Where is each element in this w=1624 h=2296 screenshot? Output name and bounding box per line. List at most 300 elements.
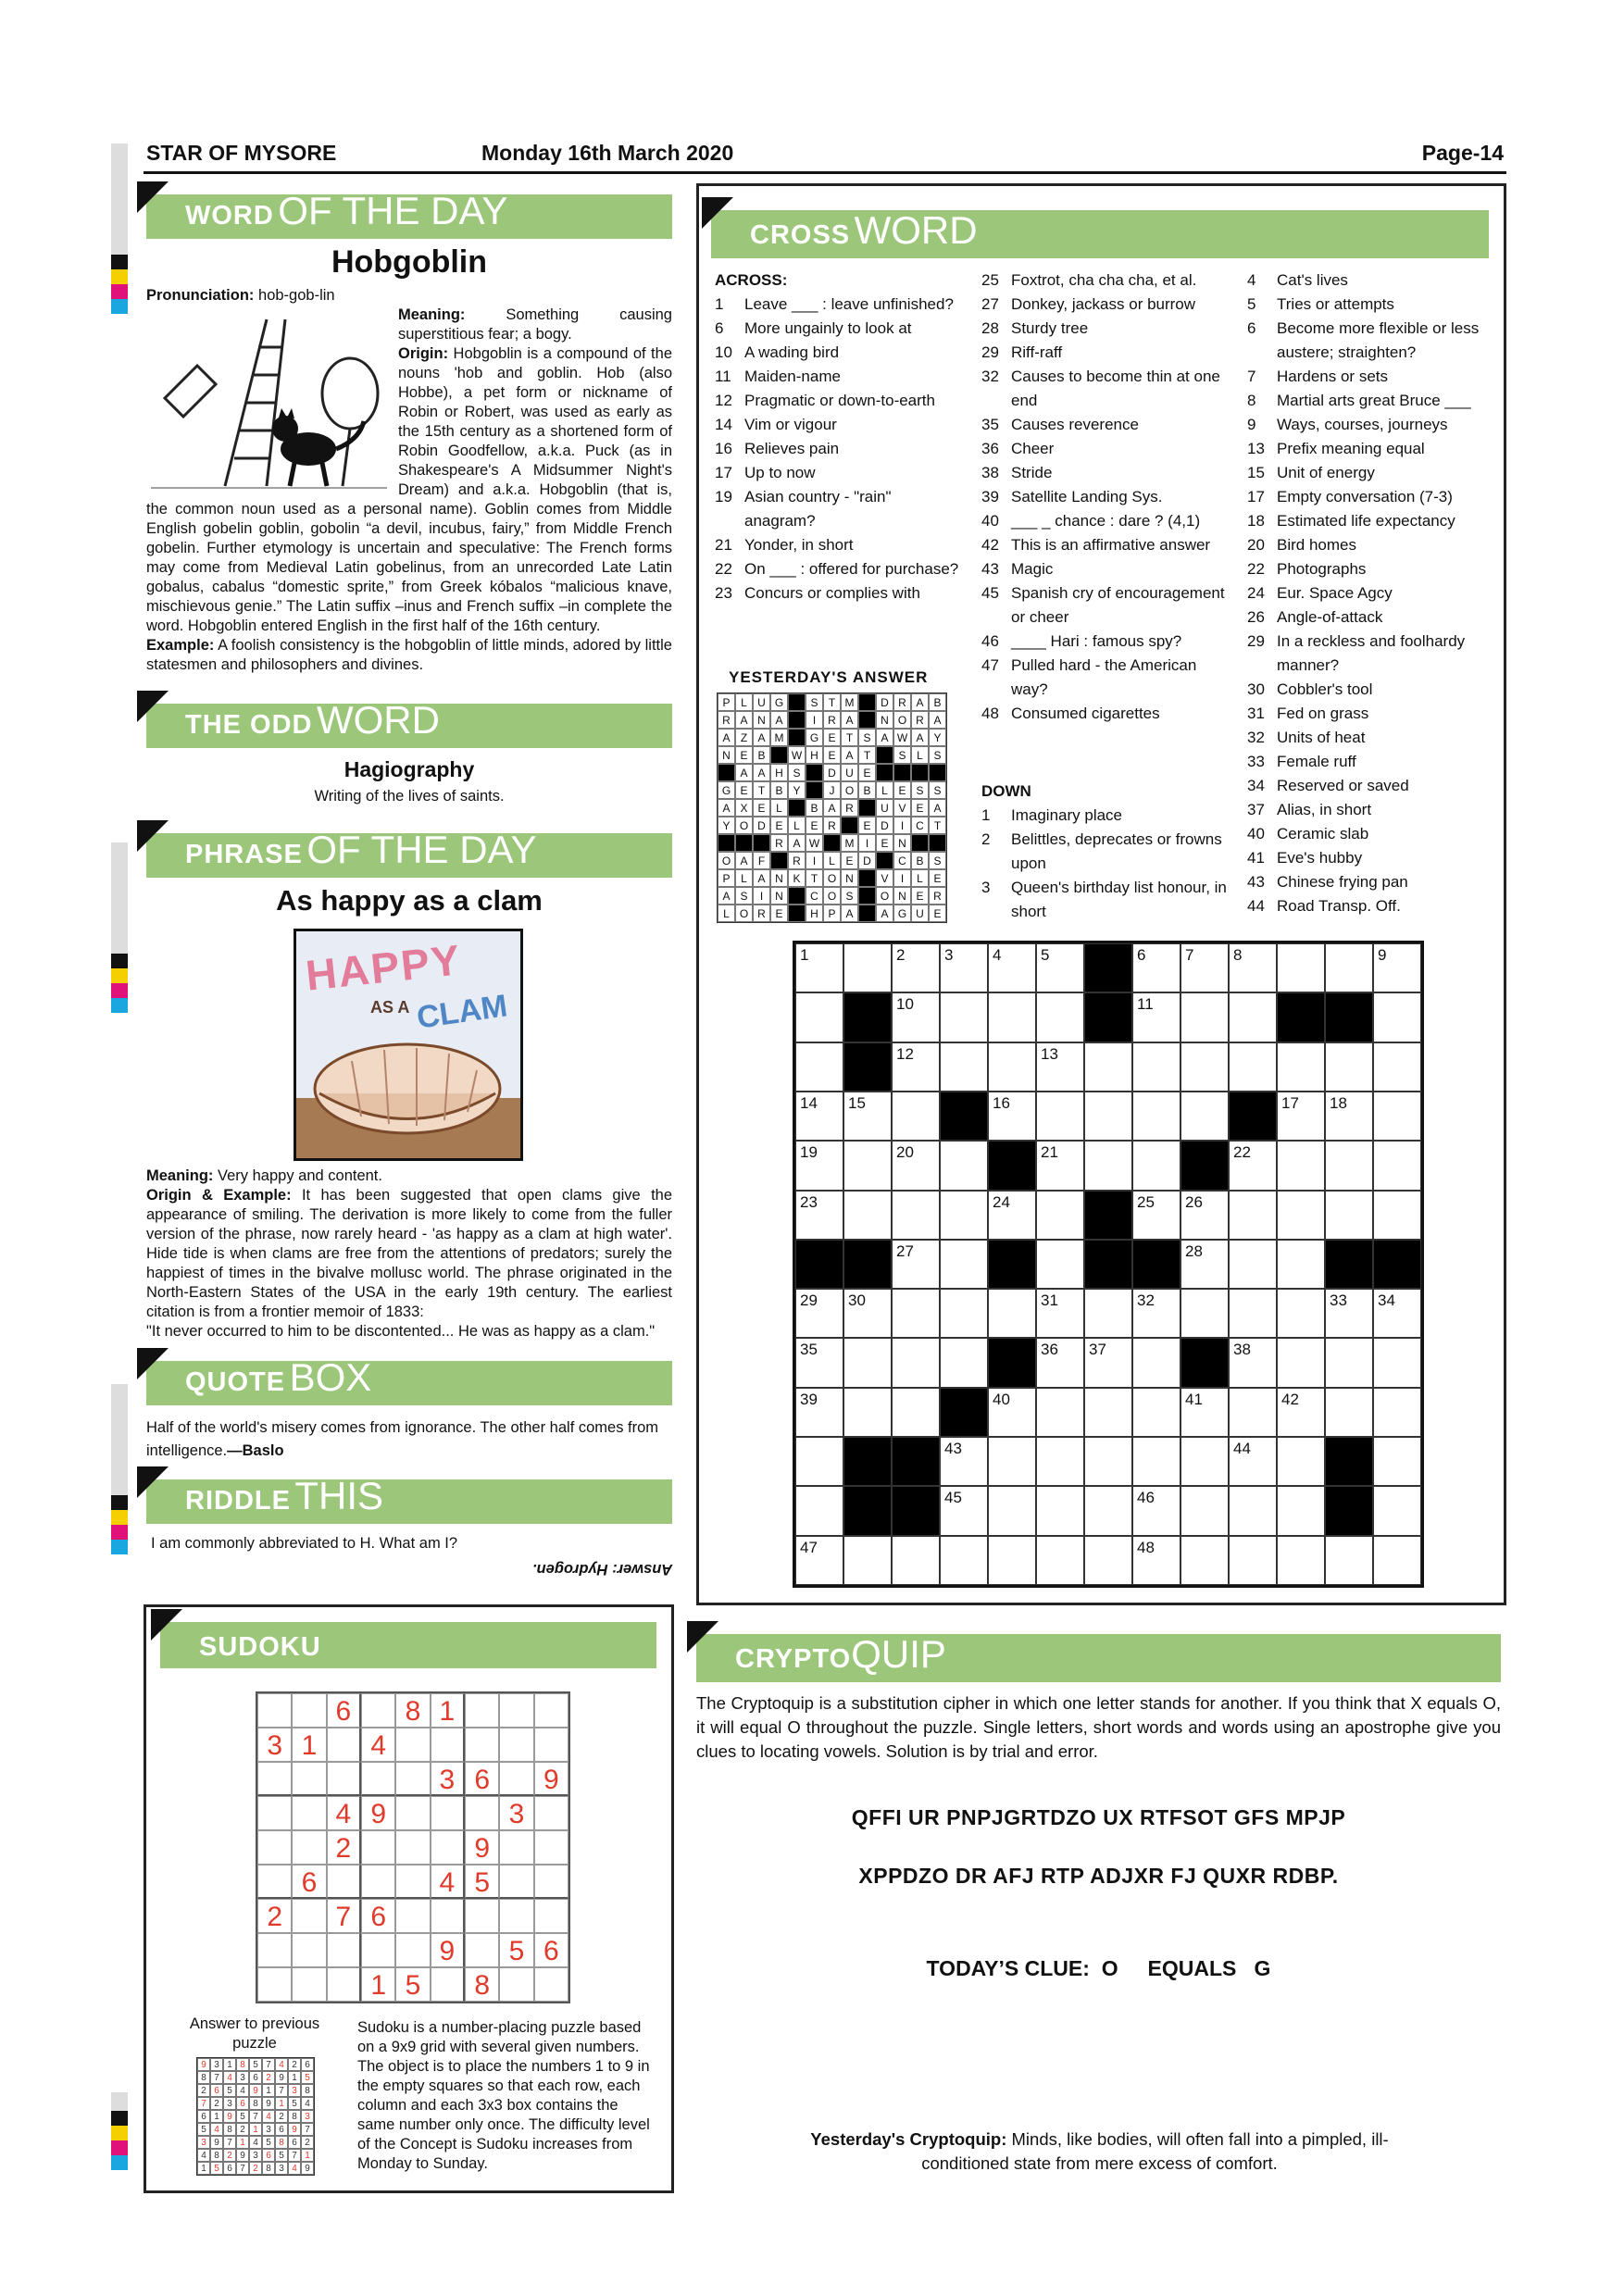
crossword-cell[interactable] [1373,1191,1421,1240]
band-title-light: OF THE DAY [278,189,508,232]
clue-text: Consumed cigarettes [1011,705,1160,722]
clue-text: Units of heat [1277,729,1366,746]
crossword-cell[interactable] [892,1092,940,1141]
clue-text: Ways, courses, journeys [1277,416,1448,433]
clam-text-clam: CLAM [414,988,510,1036]
sudoku-cell[interactable] [431,1796,465,1830]
crossword-cell[interactable] [1036,943,1084,992]
crossword-cell[interactable] [892,1536,940,1585]
crossword-cell[interactable] [795,1338,843,1387]
clue-number: 48 [981,705,999,722]
crossword-cell[interactable] [1229,1536,1277,1585]
down-clues-column-2 [981,780,1231,924]
sudoku-cell[interactable] [534,1728,568,1762]
answer-cell: A [735,764,753,781]
crossword-cell[interactable] [795,943,843,992]
crossword-cell[interactable] [892,1388,940,1437]
crossword-cell[interactable] [1373,943,1421,992]
crossword-cell[interactable] [892,1141,940,1190]
sudoku-cell: 1 [361,1967,395,2002]
sudoku-answer-cell: 3 [288,2084,301,2097]
crossword-cell[interactable] [940,1240,988,1289]
clue-item [1247,437,1488,461]
sudoku-cell[interactable] [534,1967,568,2002]
phrase-band [146,828,672,878]
cell-number: 28 [1185,1242,1203,1260]
crossword-cell[interactable] [1036,1141,1084,1190]
crossword-cell[interactable] [1277,1338,1325,1387]
crossword-cell[interactable] [988,1289,1036,1338]
crossword-cell[interactable] [1132,1437,1181,1486]
crossword-cell[interactable] [1132,1092,1181,1141]
clue-text: Alias, in short [1277,801,1372,818]
crossword-cell[interactable] [1084,1289,1132,1338]
sudoku-cell[interactable] [499,1728,533,1762]
answer-cell: A [841,711,858,729]
crossword-cell[interactable] [843,1191,892,1240]
answer-cell: S [735,887,753,905]
crossword-cell[interactable] [1373,1437,1421,1486]
sudoku-cell[interactable] [395,1762,430,1796]
sudoku-cell[interactable] [499,1762,533,1796]
crossword-cell[interactable] [1325,1289,1373,1338]
sudoku-answer-cell: 2 [223,2149,236,2162]
answer-cell: D [876,693,893,711]
crossword-cell[interactable] [1132,1388,1181,1437]
answer-cell: X [735,799,753,817]
crossword-cell[interactable] [892,943,940,992]
sudoku-cell[interactable] [257,1933,292,1967]
crossword-cell[interactable] [1132,1536,1181,1585]
clue-text: Martial arts great Bruce ___ [1277,392,1471,409]
crossword-cell[interactable] [1373,1536,1421,1585]
crossword-cell[interactable] [988,1388,1036,1437]
crossword-cell[interactable] [988,943,1036,992]
crossword-cell[interactable] [1181,1191,1229,1240]
clue-item [981,365,1231,413]
crossword-cell[interactable] [1036,1289,1084,1338]
crossword-cell[interactable] [795,1042,843,1092]
crossword-cell[interactable] [795,1289,843,1338]
crossword-cell[interactable] [940,1486,988,1535]
sudoku-cell[interactable] [499,1899,533,1933]
crossword-cell[interactable] [1084,1042,1132,1092]
clue-item [981,581,1231,630]
sudoku-cell[interactable] [534,1830,568,1865]
sudoku-answer-cell: 5 [275,2149,288,2162]
sudoku-cell[interactable] [327,1967,361,2002]
crossword-cell[interactable] [1325,1191,1373,1240]
crossword-cell[interactable] [1325,943,1373,992]
crossword-cell[interactable] [1181,1289,1229,1338]
sudoku-cell[interactable] [534,1865,568,1899]
crossword-cell[interactable] [843,943,892,992]
crossword-cell[interactable] [988,1042,1036,1092]
clue-number: 24 [1247,584,1265,602]
crossword-cell[interactable] [1181,1388,1229,1437]
crossword-cell[interactable] [1277,1437,1325,1486]
sudoku-answer-cell: 5 [210,2162,223,2175]
crossword-cell[interactable] [1036,1042,1084,1092]
cell-number: 29 [800,1292,818,1310]
crossword-cell[interactable] [1229,1141,1277,1190]
sudoku-cell[interactable] [431,1830,465,1865]
sudoku-cell[interactable] [465,1933,499,1967]
sudoku-cell[interactable] [361,1830,395,1865]
crossword-cell[interactable] [1229,1042,1277,1092]
crossword-cell[interactable] [1132,943,1181,992]
crossword-cell[interactable] [1132,992,1181,1042]
crossword-cell[interactable] [988,1191,1036,1240]
sudoku-cell[interactable] [431,1899,465,1933]
crossword-cell[interactable] [1277,1388,1325,1437]
word-of-day-band [146,189,672,239]
clue-number: 1 [981,806,991,824]
origin-text: It has been suggested that open clams give the appearance of smiling. The derivation is more likely to come from the fuller version of the phrase, now rarely heard - 'as happy as a clam at high water'. Hide tide is when clams are free from the attentions of predators; surely the happiest of times in the bivalve mollusc world. The phrase originated in the North-Eastern States of the USA in the early 19th century. The earliest citation is from a frontier memoir of 1833: [146,1187,672,1320]
crossword-cell[interactable] [1373,1092,1421,1141]
sudoku-cell[interactable] [292,1796,326,1830]
crossword-cell[interactable] [1181,992,1229,1042]
sudoku-cell[interactable] [395,1728,430,1762]
crossword-cell[interactable] [1277,943,1325,992]
crossword-cell[interactable] [940,943,988,992]
crossword-cell[interactable] [1036,1191,1084,1240]
crossword-cell[interactable] [892,992,940,1042]
sudoku-cell[interactable] [327,1933,361,1967]
clue-item [1247,750,1488,774]
sudoku-answer-cell: 4 [223,2071,236,2084]
crossword-cell[interactable] [940,1141,988,1190]
sudoku-cell[interactable] [257,1830,292,1865]
crossword-cell[interactable] [988,1437,1036,1486]
sudoku-cell[interactable] [361,1762,395,1796]
answer-cell: Y [788,781,806,799]
crossword-cell[interactable] [940,1289,988,1338]
clue-item [1247,485,1488,509]
crossword-cell[interactable] [1229,1486,1277,1535]
crossword-cell[interactable] [1132,1042,1181,1092]
crossword-cell[interactable] [843,1536,892,1585]
sudoku-cell[interactable] [327,1762,361,1796]
crossword-cell[interactable] [1277,1141,1325,1190]
sudoku-cell[interactable] [534,1693,568,1728]
answer-cell: A [718,729,735,746]
crossword-cell[interactable] [1036,1338,1084,1387]
answer-cell: E [735,781,753,799]
crossword-cell[interactable] [1325,1338,1373,1387]
sudoku-cell[interactable] [292,1693,326,1728]
crossword-cell[interactable] [1181,1437,1229,1486]
issue-date: Monday 16th March 2020 [481,141,734,165]
crossword-cell[interactable] [940,1042,988,1092]
crossword-cell[interactable] [892,1338,940,1387]
crossword-cell[interactable] [1373,1388,1421,1437]
band-title-bold: QUOTE [185,1367,286,1397]
clue-number: 23 [715,584,732,602]
sudoku-cell: 6 [465,1762,499,1796]
sudoku-cell[interactable] [431,1967,465,2002]
sudoku-cell[interactable] [292,1830,326,1865]
crossword-cell[interactable] [1277,1191,1325,1240]
crossword-cell[interactable] [892,1042,940,1092]
answer-cell: E [770,905,788,922]
crossword-cell[interactable] [795,1536,843,1585]
crossword-cell[interactable] [940,1437,988,1486]
clue-number: 10 [715,343,732,361]
crossword-cell[interactable] [1132,1486,1181,1535]
crossword-cell[interactable] [1181,1092,1229,1141]
crossword-black-cell [1325,1486,1373,1535]
sudoku-cell[interactable] [431,1728,465,1762]
sudoku-answer-cell: 1 [223,2058,236,2071]
crossword-cell[interactable] [1373,1289,1421,1338]
crossword-cell[interactable] [843,1338,892,1387]
crossword-cell[interactable] [1084,1141,1132,1190]
clue-item [1247,533,1488,557]
crossword-cell[interactable] [1277,1092,1325,1141]
crossword-cell[interactable] [1036,1388,1084,1437]
clue-text: Causes to become thin at one end [1011,368,1220,409]
answer-cell: F [753,852,770,869]
sudoku-cell: 5 [395,1967,430,2002]
answer-cell: S [841,887,858,905]
clue-number: 27 [981,295,999,313]
odd-word-definition: Writing of the lives of saints. [314,788,505,805]
crop-mark-top [111,144,128,347]
crossword-cell[interactable] [843,1141,892,1190]
crossword-cell[interactable] [1373,1141,1421,1190]
sudoku-cell[interactable] [361,1693,395,1728]
sudoku-cell[interactable] [292,1933,326,1967]
crossword-cell[interactable] [1277,1042,1325,1092]
sudoku-cell[interactable] [292,1762,326,1796]
sudoku-cell[interactable] [361,1933,395,1967]
crossword-cell[interactable] [988,1536,1036,1585]
band-corner [137,1348,169,1379]
sudoku-cell[interactable] [534,1899,568,1933]
band-title-light: BOX [289,1355,372,1399]
sudoku-answer-cell: 6 [288,2136,301,2149]
crossword-cell[interactable] [1084,1338,1132,1387]
crossword-cell[interactable] [1325,1042,1373,1092]
crossword-cell[interactable] [795,1388,843,1437]
crossword-cell[interactable] [1325,1388,1373,1437]
sudoku-cell[interactable] [292,1899,326,1933]
crossword-cell[interactable] [1036,1092,1084,1141]
sudoku-cell[interactable] [395,1796,430,1830]
crossword-cell[interactable] [988,992,1036,1042]
crossword-cell[interactable] [1229,1289,1277,1338]
clue-item [981,533,1231,557]
crossword-cell[interactable] [795,1191,843,1240]
answer-cell: E [876,834,893,852]
sudoku-answer-cell: 4 [262,2110,275,2123]
answer-cell: W [788,746,806,764]
sudoku-cell[interactable] [257,1693,292,1728]
crossword-cell[interactable] [843,1092,892,1141]
cell-number: 19 [800,1143,818,1162]
sudoku-answer-cell: 9 [301,2162,314,2175]
answer-black-cell [858,799,876,817]
clue-number: 19 [715,488,732,505]
crossword-cell[interactable] [1229,1338,1277,1387]
answer-cell: A [753,764,770,781]
clue-text: Bird homes [1277,536,1356,554]
band-title-light: WORD [854,208,978,252]
crossword-cell[interactable] [1084,1536,1132,1585]
crossword-cell[interactable] [1325,1092,1373,1141]
crossword-cell[interactable] [1325,1536,1373,1585]
sudoku-cell[interactable] [395,1830,430,1865]
crossword-cell[interactable] [1229,1437,1277,1486]
clue-number: 30 [1247,680,1265,698]
crossword-cell[interactable] [1277,1289,1325,1338]
sudoku-cell[interactable] [361,1865,395,1899]
crossword-cell[interactable] [988,1092,1036,1141]
crossword-cell[interactable] [1181,1536,1229,1585]
crossword-cell[interactable] [940,1191,988,1240]
crossword-cell[interactable] [1084,1437,1132,1486]
sudoku-cell[interactable] [534,1796,568,1830]
sudoku-cell[interactable] [327,1728,361,1762]
crossword-cell[interactable] [1036,1486,1084,1535]
crossword-cell[interactable] [1084,1092,1132,1141]
crossword-cell[interactable] [1325,1141,1373,1190]
crossword-cell[interactable] [988,1486,1036,1535]
sudoku-answer-cell: 7 [210,2071,223,2084]
cell-number: 21 [1041,1143,1058,1162]
crossword-cell[interactable] [1181,1486,1229,1535]
crossword-cell[interactable] [1277,1240,1325,1289]
sudoku-answer-cell: 8 [275,2136,288,2149]
crossword-cell[interactable] [940,992,988,1042]
crossword-cell[interactable] [940,1536,988,1585]
sudoku-cell[interactable] [257,1865,292,1899]
sudoku-answer-cell: 6 [275,2123,288,2136]
clue-item [1247,461,1488,485]
crossword-cell[interactable] [795,1092,843,1141]
crossword-cell[interactable] [1229,992,1277,1042]
crossword-cell[interactable] [1132,1338,1181,1387]
sudoku-cell[interactable] [292,1967,326,2002]
crossword-cell[interactable] [1036,992,1084,1042]
answer-black-cell [841,817,858,834]
clue-text: Maiden-name [744,368,841,385]
crossword-cell[interactable] [1132,1141,1181,1190]
sudoku-cell[interactable] [395,1865,430,1899]
cell-number: 4 [993,946,1002,964]
clue-text: Spanish cry of encouragement or cheer [1011,584,1225,626]
answer-cell: A [876,729,893,746]
crossword-cell[interactable] [1181,1240,1229,1289]
crossword-cell[interactable] [1229,1388,1277,1437]
crossword-cell[interactable] [892,1289,940,1338]
crossword-cell[interactable] [892,1191,940,1240]
answer-black-cell [788,905,806,922]
sudoku-cell: 4 [361,1728,395,1762]
crossword-cell[interactable] [795,1437,843,1486]
sudoku-cell[interactable] [465,1728,499,1762]
crossword-cell[interactable] [1181,943,1229,992]
clue-number: 5 [1247,295,1256,313]
crossword-cell[interactable] [1229,943,1277,992]
crossword-cell[interactable] [1132,1289,1181,1338]
clue-number: 42 [981,536,999,554]
sudoku-cell[interactable] [465,1693,499,1728]
sudoku-cell[interactable] [499,1693,533,1728]
sudoku-cell[interactable] [465,1899,499,1933]
clue-number: 8 [1247,392,1256,409]
crossword-cell[interactable] [1373,992,1421,1042]
crossword-cell[interactable] [1084,1486,1132,1535]
sudoku-answer-cell: 6 [210,2084,223,2097]
crossword-cell[interactable] [892,1240,940,1289]
crossword-cell[interactable] [1036,1536,1084,1585]
sudoku-cell[interactable] [395,1899,430,1933]
crossword-cell[interactable] [1373,1486,1421,1535]
answer-black-cell [735,834,753,852]
sudoku-answer-cell: 2 [197,2084,210,2097]
crossword-cell[interactable] [795,992,843,1042]
clue-item [1247,798,1488,822]
sudoku-cell[interactable] [499,1830,533,1865]
answer-cell: S [858,729,876,746]
sudoku-cell[interactable] [257,1762,292,1796]
clue-item [981,702,1231,726]
answer-cell: O [841,781,858,799]
crossword-cell[interactable] [940,1338,988,1387]
sudoku-cell[interactable] [327,1865,361,1899]
sudoku-answer-cell: 3 [197,2136,210,2149]
sudoku-cell[interactable] [395,1933,430,1967]
clue-text: Photographs [1277,560,1367,578]
crossword-cell[interactable] [1373,1338,1421,1387]
crossword-cell[interactable] [1229,1191,1277,1240]
sudoku-cell[interactable] [257,1796,292,1830]
sudoku-cell[interactable] [257,1967,292,2002]
crossword-cell[interactable] [795,1486,843,1535]
crossword-cell[interactable] [1277,1536,1325,1585]
crossword-cell[interactable] [795,1141,843,1190]
sudoku-cell[interactable] [499,1967,533,2002]
crossword-cell[interactable] [1084,1388,1132,1437]
crossword-cell[interactable] [1181,1042,1229,1092]
crossword-cell[interactable] [1277,1486,1325,1535]
across-label: ACROSS: [715,271,788,289]
answer-black-cell [770,746,788,764]
crossword-cell[interactable] [843,1289,892,1338]
crossword-cell[interactable] [1036,1240,1084,1289]
crossword-cell[interactable] [1132,1191,1181,1240]
origin-label: Origin & Example: [146,1187,292,1204]
answer-cell: A [770,711,788,729]
answer-black-cell [718,764,735,781]
sudoku-cell[interactable] [499,1865,533,1899]
answer-cell: N [770,869,788,887]
sudoku-answer-cell: 1 [197,2162,210,2175]
clue-item [1247,774,1488,798]
crossword-cell[interactable] [1229,1240,1277,1289]
band-title-bold: CROSS [750,220,851,250]
clam-text-happy: HAPPY [303,935,464,1000]
crossword-cell[interactable] [843,1388,892,1437]
crossword-cell[interactable] [1373,1042,1421,1092]
clue-text: Causes reverence [1011,416,1139,433]
sudoku-cell[interactable] [465,1796,499,1830]
crossword-cell[interactable] [1036,1437,1084,1486]
clue-item [981,268,1231,293]
sudoku-answer-cell: 7 [288,2149,301,2162]
